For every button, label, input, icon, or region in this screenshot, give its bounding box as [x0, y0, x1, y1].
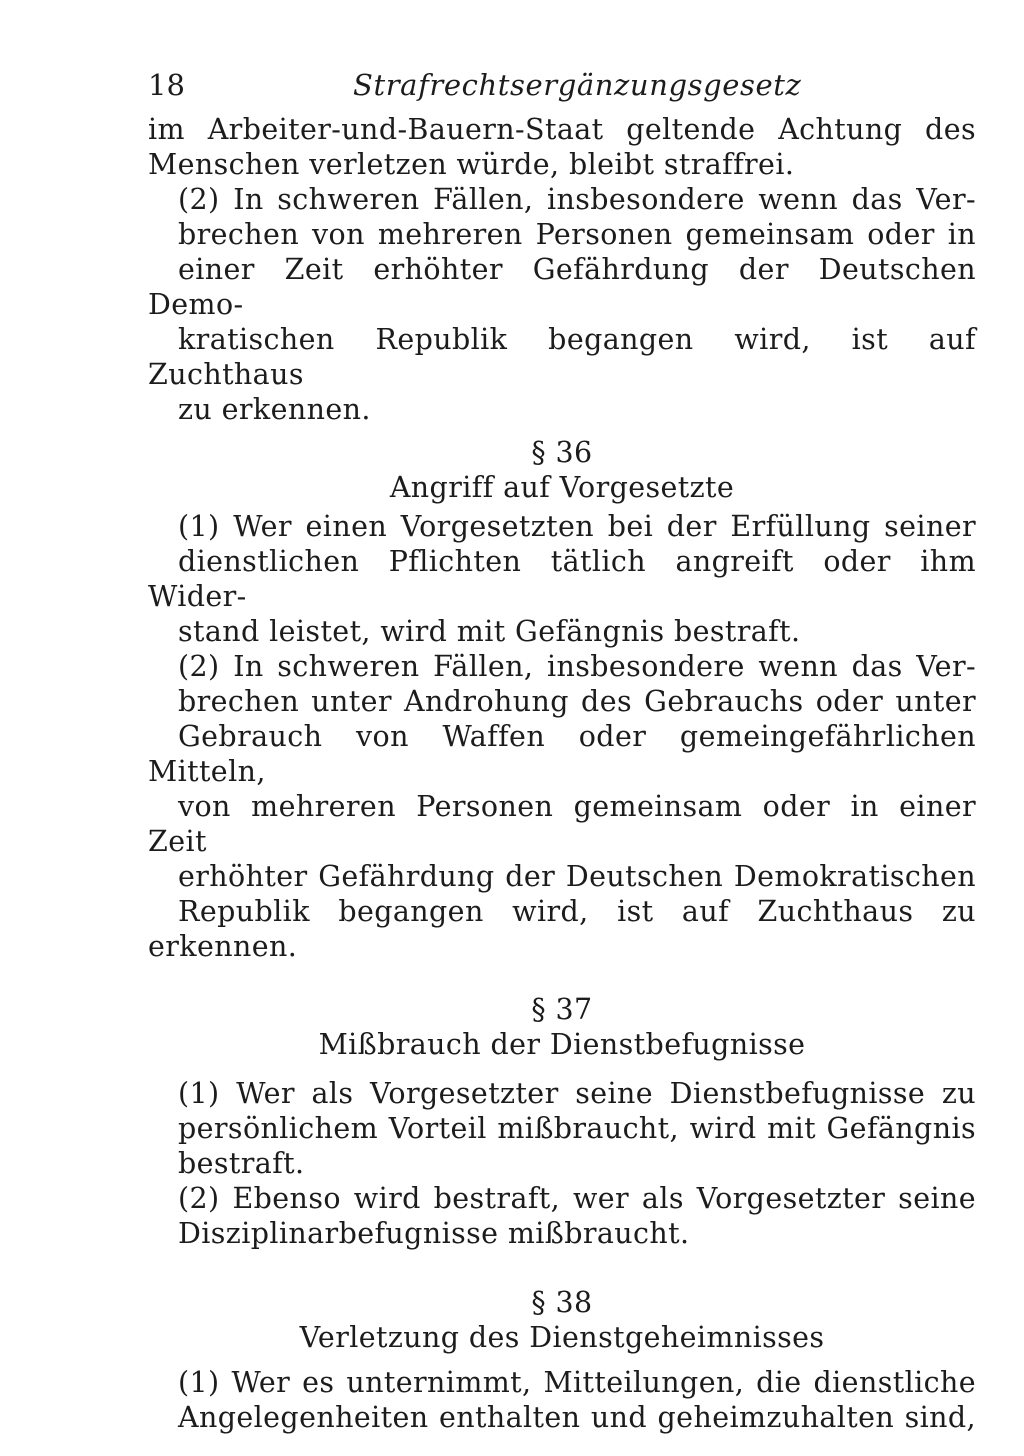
text-line: kratischen Republik begangen wird, ist auf Zuchthaus	[148, 323, 976, 391]
paragraph	[148, 509, 976, 649]
page-number: 18	[148, 68, 185, 102]
paragraph	[148, 112, 976, 182]
text-line: zu erkennen.	[178, 393, 371, 426]
text-line: erhöhter Gefährdung der Deutschen Demokratischen	[178, 860, 976, 893]
text-line: (1) Wer es unternimmt, Mitteilungen, die dienstliche	[178, 1366, 976, 1399]
text-line: Disziplinarbefugnisse mißbraucht.	[178, 1217, 690, 1250]
text-line: dienstlichen Pflichten tätlich angreift oder ihm Wider-	[148, 545, 976, 613]
text-line: (2) In schweren Fällen, insbesondere wenn das Ver-	[178, 183, 976, 216]
text-line: brechen von mehreren Personen gemeinsam oder in	[178, 218, 976, 251]
section-number: § 37	[531, 993, 593, 1026]
page-header	[148, 68, 976, 112]
section-title: Mißbrauch der Dienstbefugnisse	[318, 1028, 806, 1061]
text-line: Gebrauch von Waffen oder gemeingefährlichen Mitteln,	[148, 720, 976, 788]
text-line: Menschen verletzen würde, bleibt straffrei.	[148, 148, 795, 181]
paragraph	[148, 182, 976, 427]
text-line: persönlichem Vorteil mißbraucht, wird mit Gefängnis	[178, 1112, 976, 1145]
text-line: (1) Wer als Vorgesetzter seine Dienstbefugnisse zu	[178, 1077, 976, 1110]
text-line: im Arbeiter-und-Bauern-Staat geltende Achtung des	[148, 113, 976, 146]
text-line: Angelegenheiten enthalten und geheimzuhalten sind,	[178, 1401, 976, 1434]
section-title: Angriff auf Vorgesetzte	[389, 471, 735, 504]
section-number: § 38	[531, 1286, 593, 1319]
running-title: Strafrechtsergänzungsgesetz	[353, 68, 802, 102]
text-line: bestraft.	[178, 1147, 305, 1180]
paragraph	[148, 1181, 976, 1251]
body-text	[148, 112, 976, 1435]
text-line: von mehreren Personen gemeinsam oder in einer Zeit	[148, 790, 976, 858]
text-line: Republik begangen wird, ist auf Zuchthaus zu erkennen.	[148, 895, 976, 963]
section-number: § 36	[531, 436, 593, 469]
text-line: (2) In schweren Fällen, insbesondere wenn das Ver-	[178, 650, 976, 683]
section-title: Verletzung des Dienstgeheimnisses	[299, 1321, 825, 1354]
paragraph	[148, 649, 976, 964]
text-line: einer Zeit erhöhter Gefährdung der Deutschen Demo-	[148, 253, 976, 321]
text-line: stand leistet, wird mit Gefängnis bestraft.	[178, 615, 801, 648]
text-line: (2) Ebenso wird bestraft, wer als Vorgesetzter seine	[178, 1182, 976, 1215]
text-line: (1) Wer einen Vorgesetzten bei der Erfüllung seiner	[178, 510, 976, 543]
document-page	[148, 68, 976, 1435]
text-line: brechen unter Androhung des Gebrauchs oder unter	[178, 685, 976, 718]
paragraph	[148, 1076, 976, 1181]
paragraph	[148, 1365, 976, 1435]
